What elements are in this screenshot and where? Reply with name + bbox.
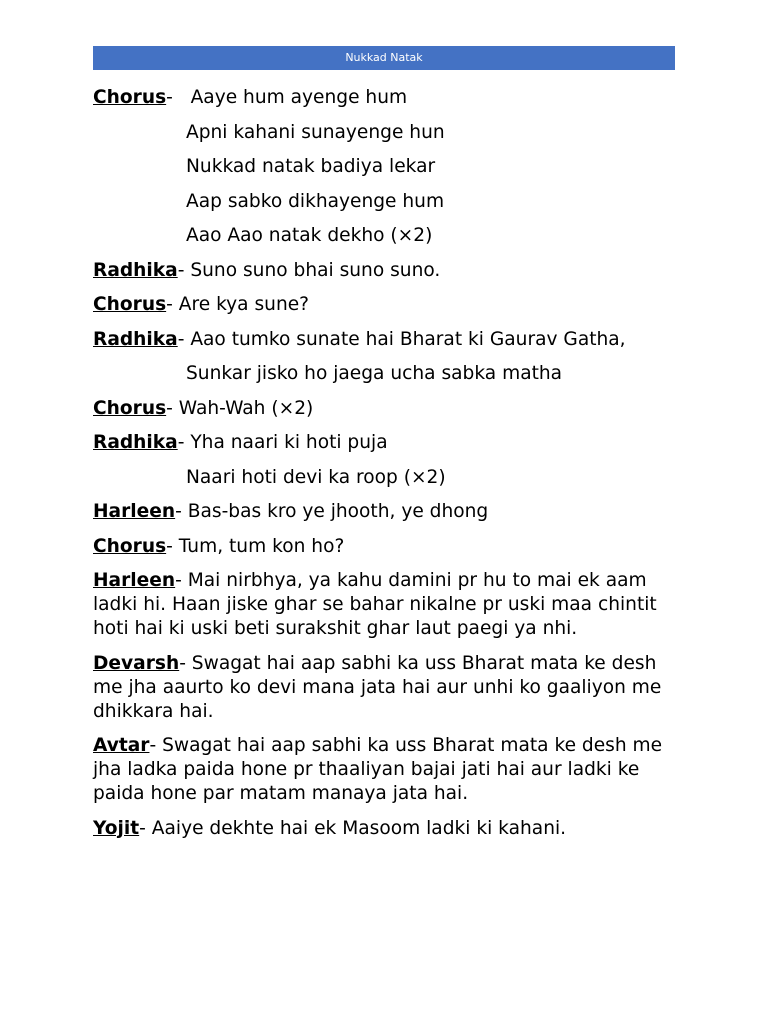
dialogue-text: Nukkad natak badiya lekar: [186, 156, 436, 177]
dialogue-text: - Tum, tum kon ho?: [166, 535, 345, 557]
dialogue-text: - Swagat hai aap sabhi ka uss Bharat mata ke desh me jha ladka paida hone pr thaaliyan bajai jati hai aur ladki ke paida hone par matam manaya jata hai.: [93, 735, 663, 804]
script-line: [93, 734, 673, 806]
dialogue-text: Apni kahani sunayenge hun: [186, 121, 445, 143]
dialogue-text: - Suno suno bhai suno suno.: [177, 259, 441, 281]
script-line: [93, 817, 673, 841]
dialogue-text: - Aaye hum ayenge hum: [166, 87, 408, 108]
document-header: [93, 46, 675, 70]
script-line: [93, 431, 673, 455]
header-title: Nukkad Natak: [345, 51, 423, 64]
dialogue-text: Aap sabko dikhayenge hum: [186, 190, 445, 212]
script-line: [93, 500, 673, 524]
dialogue-text: Naari hoti devi ka roop (×2): [186, 466, 446, 488]
dialogue-text: - Mai nirbhya, ya kahu damini pr hu to mai ek aam ladki hi. Haan jiske ghar se bahar nikalne pr uski maa chintit hoti hai ki uski beti surakshit ghar laut paegi ya nhi.: [93, 570, 657, 639]
script-line: [93, 155, 673, 179]
speaker-name: Harleen: [93, 501, 176, 522]
dialogue-text: - Aaiye dekhte hai ek Masoom ladki ki kahani.: [139, 817, 567, 839]
dialogue-text: - Aao tumko sunate hai Bharat ki Gaurav Gatha,: [177, 328, 626, 350]
dialogue-text: Sunkar jisko ho jaega ucha sabka matha: [186, 363, 563, 384]
speaker-name: Avtar: [93, 735, 150, 756]
script-line: [93, 362, 673, 386]
script-line: [93, 259, 673, 283]
script-line: [93, 652, 673, 724]
speaker-name: Chorus: [93, 87, 167, 108]
speaker-name: Yojit: [93, 817, 140, 839]
speaker-name: Radhika: [93, 432, 178, 453]
script-line: [93, 293, 673, 317]
script-line: [93, 466, 673, 490]
speaker-name: Chorus: [93, 397, 167, 419]
script-line: [93, 121, 673, 145]
script-line: [93, 328, 673, 352]
dialogue-text: Aao Aao natak dekho (×2): [186, 225, 433, 246]
script-line: [93, 397, 673, 421]
script-body: [93, 86, 673, 851]
dialogue-text: - Wah-Wah (×2): [166, 397, 314, 419]
dialogue-text: - Swagat hai aap sabhi ka uss Bharat mata ke desh me jha aaurto ko devi mana jata hai aur unhi ko gaaliyon me dhikkara hai.: [93, 652, 662, 722]
speaker-name: Radhika: [93, 328, 178, 350]
script-line: [93, 86, 673, 110]
speaker-name: Chorus: [93, 535, 167, 557]
dialogue-text: - Are kya sune?: [166, 294, 310, 315]
speaker-name: Devarsh: [93, 652, 180, 674]
dialogue-text: - Bas-bas kro ye jhooth, ye dhong: [175, 501, 489, 522]
dialogue-text: - Yha naari ki hoti puja: [177, 432, 388, 453]
script-line: [93, 190, 673, 214]
script-line: [93, 224, 673, 248]
speaker-name: Radhika: [93, 259, 178, 281]
speaker-name: Harleen: [93, 570, 176, 591]
speaker-name: Chorus: [93, 294, 167, 315]
script-line: [93, 569, 673, 641]
script-line: [93, 535, 673, 559]
